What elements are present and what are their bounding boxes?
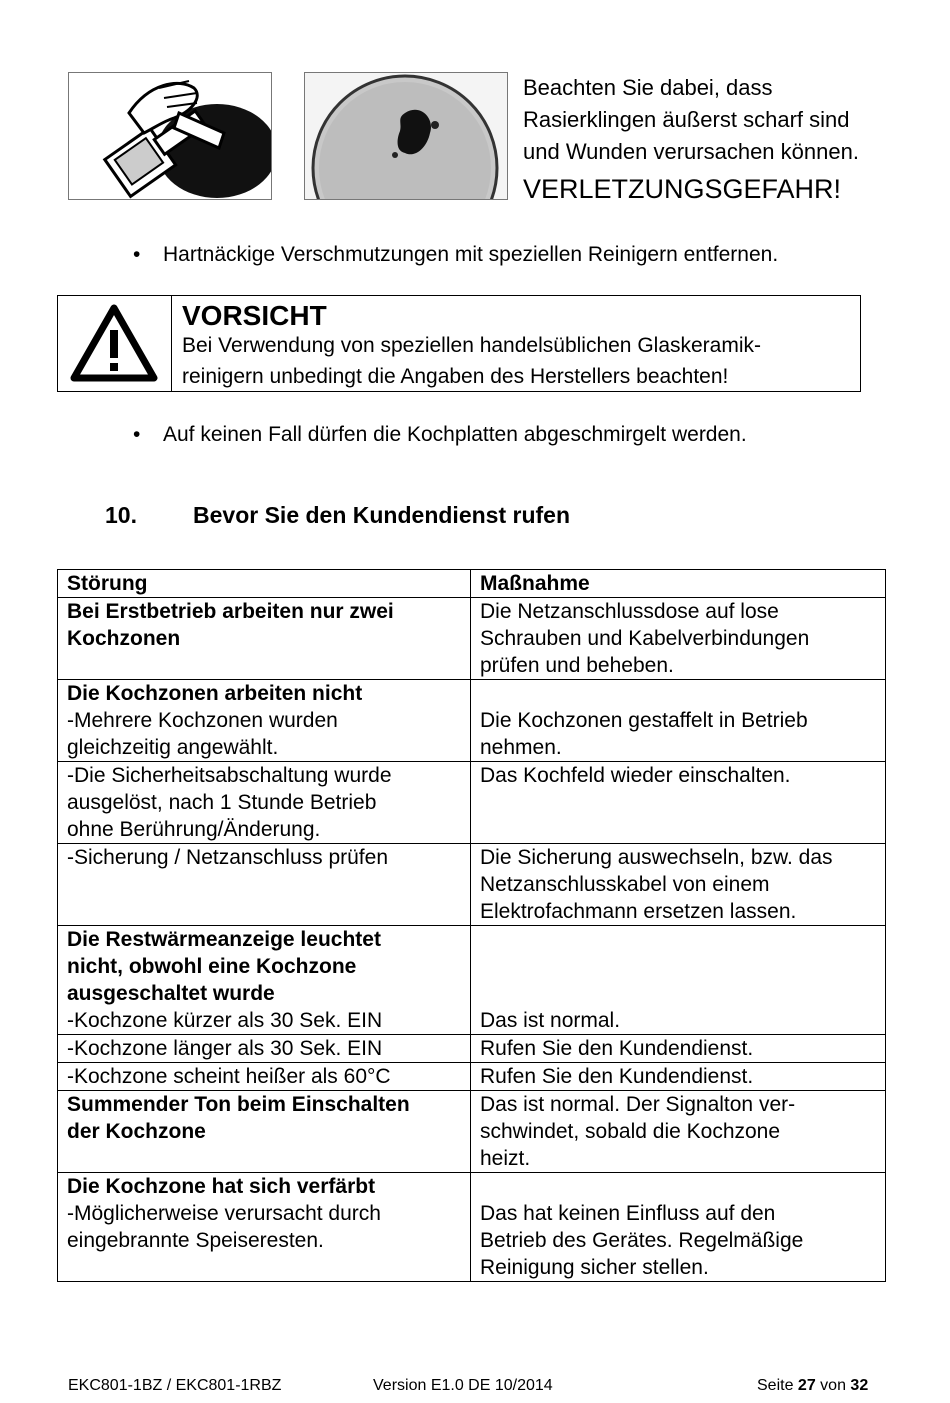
fault-cell: [58, 1063, 471, 1091]
cell-title: Die Restwärmeanzeige leuchtet: [67, 928, 381, 951]
cell-line: schwindet, sobald die Kochzone: [480, 1120, 781, 1143]
cell-line: Die Sicherung auswechseln, bzw. das: [480, 846, 833, 869]
fault-cell: [58, 680, 471, 762]
fault-cell: [58, 1173, 471, 1282]
fault-cell: [58, 1035, 471, 1063]
cell-line: nehmen.: [480, 736, 562, 759]
cell-line: Betrieb des Gerätes. Regelmäßige: [480, 1229, 804, 1252]
action-cell: [471, 598, 886, 680]
table-row: [58, 598, 886, 680]
bullet-text: Hartnäckige Verschmutzungen mit speziellen Reinigern entfernen.: [163, 243, 779, 266]
caution-line: reinigern unbedingt die Angaben des Herstellers beachten!: [182, 365, 729, 388]
action-cell: [471, 844, 886, 926]
page-current: 27: [797, 1377, 816, 1394]
table-header-row: [58, 570, 886, 598]
soiled-zone-illustration: [304, 72, 508, 200]
cell-line: Kochzonen: [67, 627, 181, 650]
cell-line: Die Kochzonen gestaffelt in Betrieb: [480, 709, 808, 732]
action-cell: [471, 1173, 886, 1282]
table-row: [58, 1063, 886, 1091]
caution-title: VORSICHT: [182, 300, 327, 331]
cell-line: Das ist normal.: [480, 1009, 621, 1032]
action-cell: [471, 1063, 886, 1091]
cell-line: eingebrannte Speiseresten.: [67, 1229, 324, 1252]
cell-line: Rufen Sie den Kundendienst.: [480, 1065, 754, 1088]
cell-line: gleichzeitig angewählt.: [67, 736, 279, 759]
table-row: [58, 1035, 886, 1063]
table-row: [58, 1091, 886, 1173]
cell-line: Summender Ton beim Einschalten: [67, 1093, 410, 1116]
table-row: [58, 762, 886, 844]
table-row: [58, 1173, 886, 1282]
cell-line: -Kochzone scheint heißer als 60°C: [67, 1065, 391, 1088]
warning-triangle-icon: [58, 296, 171, 391]
table-row: [58, 680, 886, 762]
cell-line: der Kochzone: [67, 1120, 206, 1143]
cell-line: -Kochzone kürzer als 30 Sek. EIN: [67, 1009, 383, 1032]
column-header-action: Maßnahme: [471, 570, 886, 598]
cell-line: -Die Sicherheitsabschaltung wurde: [67, 764, 392, 787]
cell-title: ausgeschaltet wurde: [67, 982, 275, 1005]
cell-line: Das hat keinen Einfluss auf den: [480, 1202, 776, 1225]
action-cell: [471, 1035, 886, 1063]
note-line: und Wunden verursachen können.: [523, 139, 859, 164]
fault-cell: [58, 762, 471, 844]
section-title: Bevor Sie den Kundendienst rufen: [193, 502, 570, 528]
table-row: [58, 844, 886, 926]
table-row: [58, 926, 886, 1035]
cell-line: -Mehrere Kochzonen wurden: [67, 709, 338, 732]
footer-version: Version E1.0 DE 10/2014: [373, 1377, 553, 1394]
cell-line: Bei Erstbetrieb arbeiten nur zwei: [67, 600, 394, 623]
note-line: Rasierklingen äußerst scharf sind: [523, 107, 850, 132]
page-total: 32: [850, 1377, 869, 1394]
cell-line: prüfen und beheben.: [480, 654, 674, 677]
note-line: Beachten Sie dabei, dass: [523, 75, 773, 100]
caution-text: [182, 330, 852, 392]
bullet-marker: •: [133, 243, 141, 266]
caution-line: Bei Verwendung von speziellen handelsüblichen Glaskeramik-: [182, 334, 762, 357]
bullet-text: Auf keinen Fall dürfen die Kochplatten abgeschmirgelt werden.: [163, 423, 747, 446]
cell-line: ohne Berührung/Änderung.: [67, 818, 321, 841]
cell-line: -Sicherung / Netzanschluss prüfen: [67, 846, 388, 869]
action-cell: [471, 926, 886, 1035]
cell-line: Rufen Sie den Kundendienst.: [480, 1037, 754, 1060]
action-cell: [471, 680, 886, 762]
cell-title: nicht, obwohl eine Kochzone: [67, 955, 357, 978]
fault-cell: [58, 1091, 471, 1173]
cell-title: Die Kochzone hat sich verfärbt: [67, 1175, 376, 1198]
caution-box: [57, 295, 861, 392]
action-cell: [471, 1091, 886, 1173]
troubleshooting-table: [57, 569, 886, 1282]
fault-cell: [58, 598, 471, 680]
bullet-marker: •: [133, 423, 141, 446]
cell-line: Das ist normal. Der Signalton ver-: [480, 1093, 796, 1116]
cell-line: Reinigung sicher stellen.: [480, 1256, 709, 1279]
cell-line: Netzanschlusskabel von einem: [480, 873, 770, 896]
scraper-cleaning-icon: [69, 73, 271, 199]
soiled-hotplate-icon: [305, 73, 507, 199]
cell-line: Elektrofachmann ersetzen lassen.: [480, 900, 797, 923]
fault-cell: [58, 926, 471, 1035]
cell-line: ausgelöst, nach 1 Stunde Betrieb: [67, 791, 377, 814]
cell-title: Die Kochzonen arbeiten nicht: [67, 682, 363, 705]
action-cell: [471, 762, 886, 844]
cell-line: -Möglicherweise verursacht durch: [67, 1202, 381, 1225]
page-prefix: Seite: [757, 1377, 794, 1394]
section-number: 10.: [105, 502, 137, 528]
cell-line: -Kochzone länger als 30 Sek. EIN: [67, 1037, 383, 1060]
cell-line: Schrauben und Kabelverbindungen: [480, 627, 810, 650]
danger-label: VERLETZUNGSGEFAHR!: [523, 174, 842, 204]
scraper-illustration: [68, 72, 272, 200]
page-number: [757, 1377, 868, 1395]
footer-model: EKC801-1BZ / EKC801-1RBZ: [68, 1377, 282, 1394]
cell-line: Die Netzanschlussdose auf lose: [480, 600, 779, 623]
cell-line: heizt.: [480, 1147, 531, 1170]
page-mid: von: [820, 1377, 846, 1394]
fault-cell: [58, 844, 471, 926]
razor-blade-note: [523, 72, 923, 208]
column-header-fault: Störung: [58, 570, 471, 598]
cell-line: Das Kochfeld wieder einschalten.: [480, 764, 791, 787]
warning-icon-cell: [58, 296, 172, 391]
